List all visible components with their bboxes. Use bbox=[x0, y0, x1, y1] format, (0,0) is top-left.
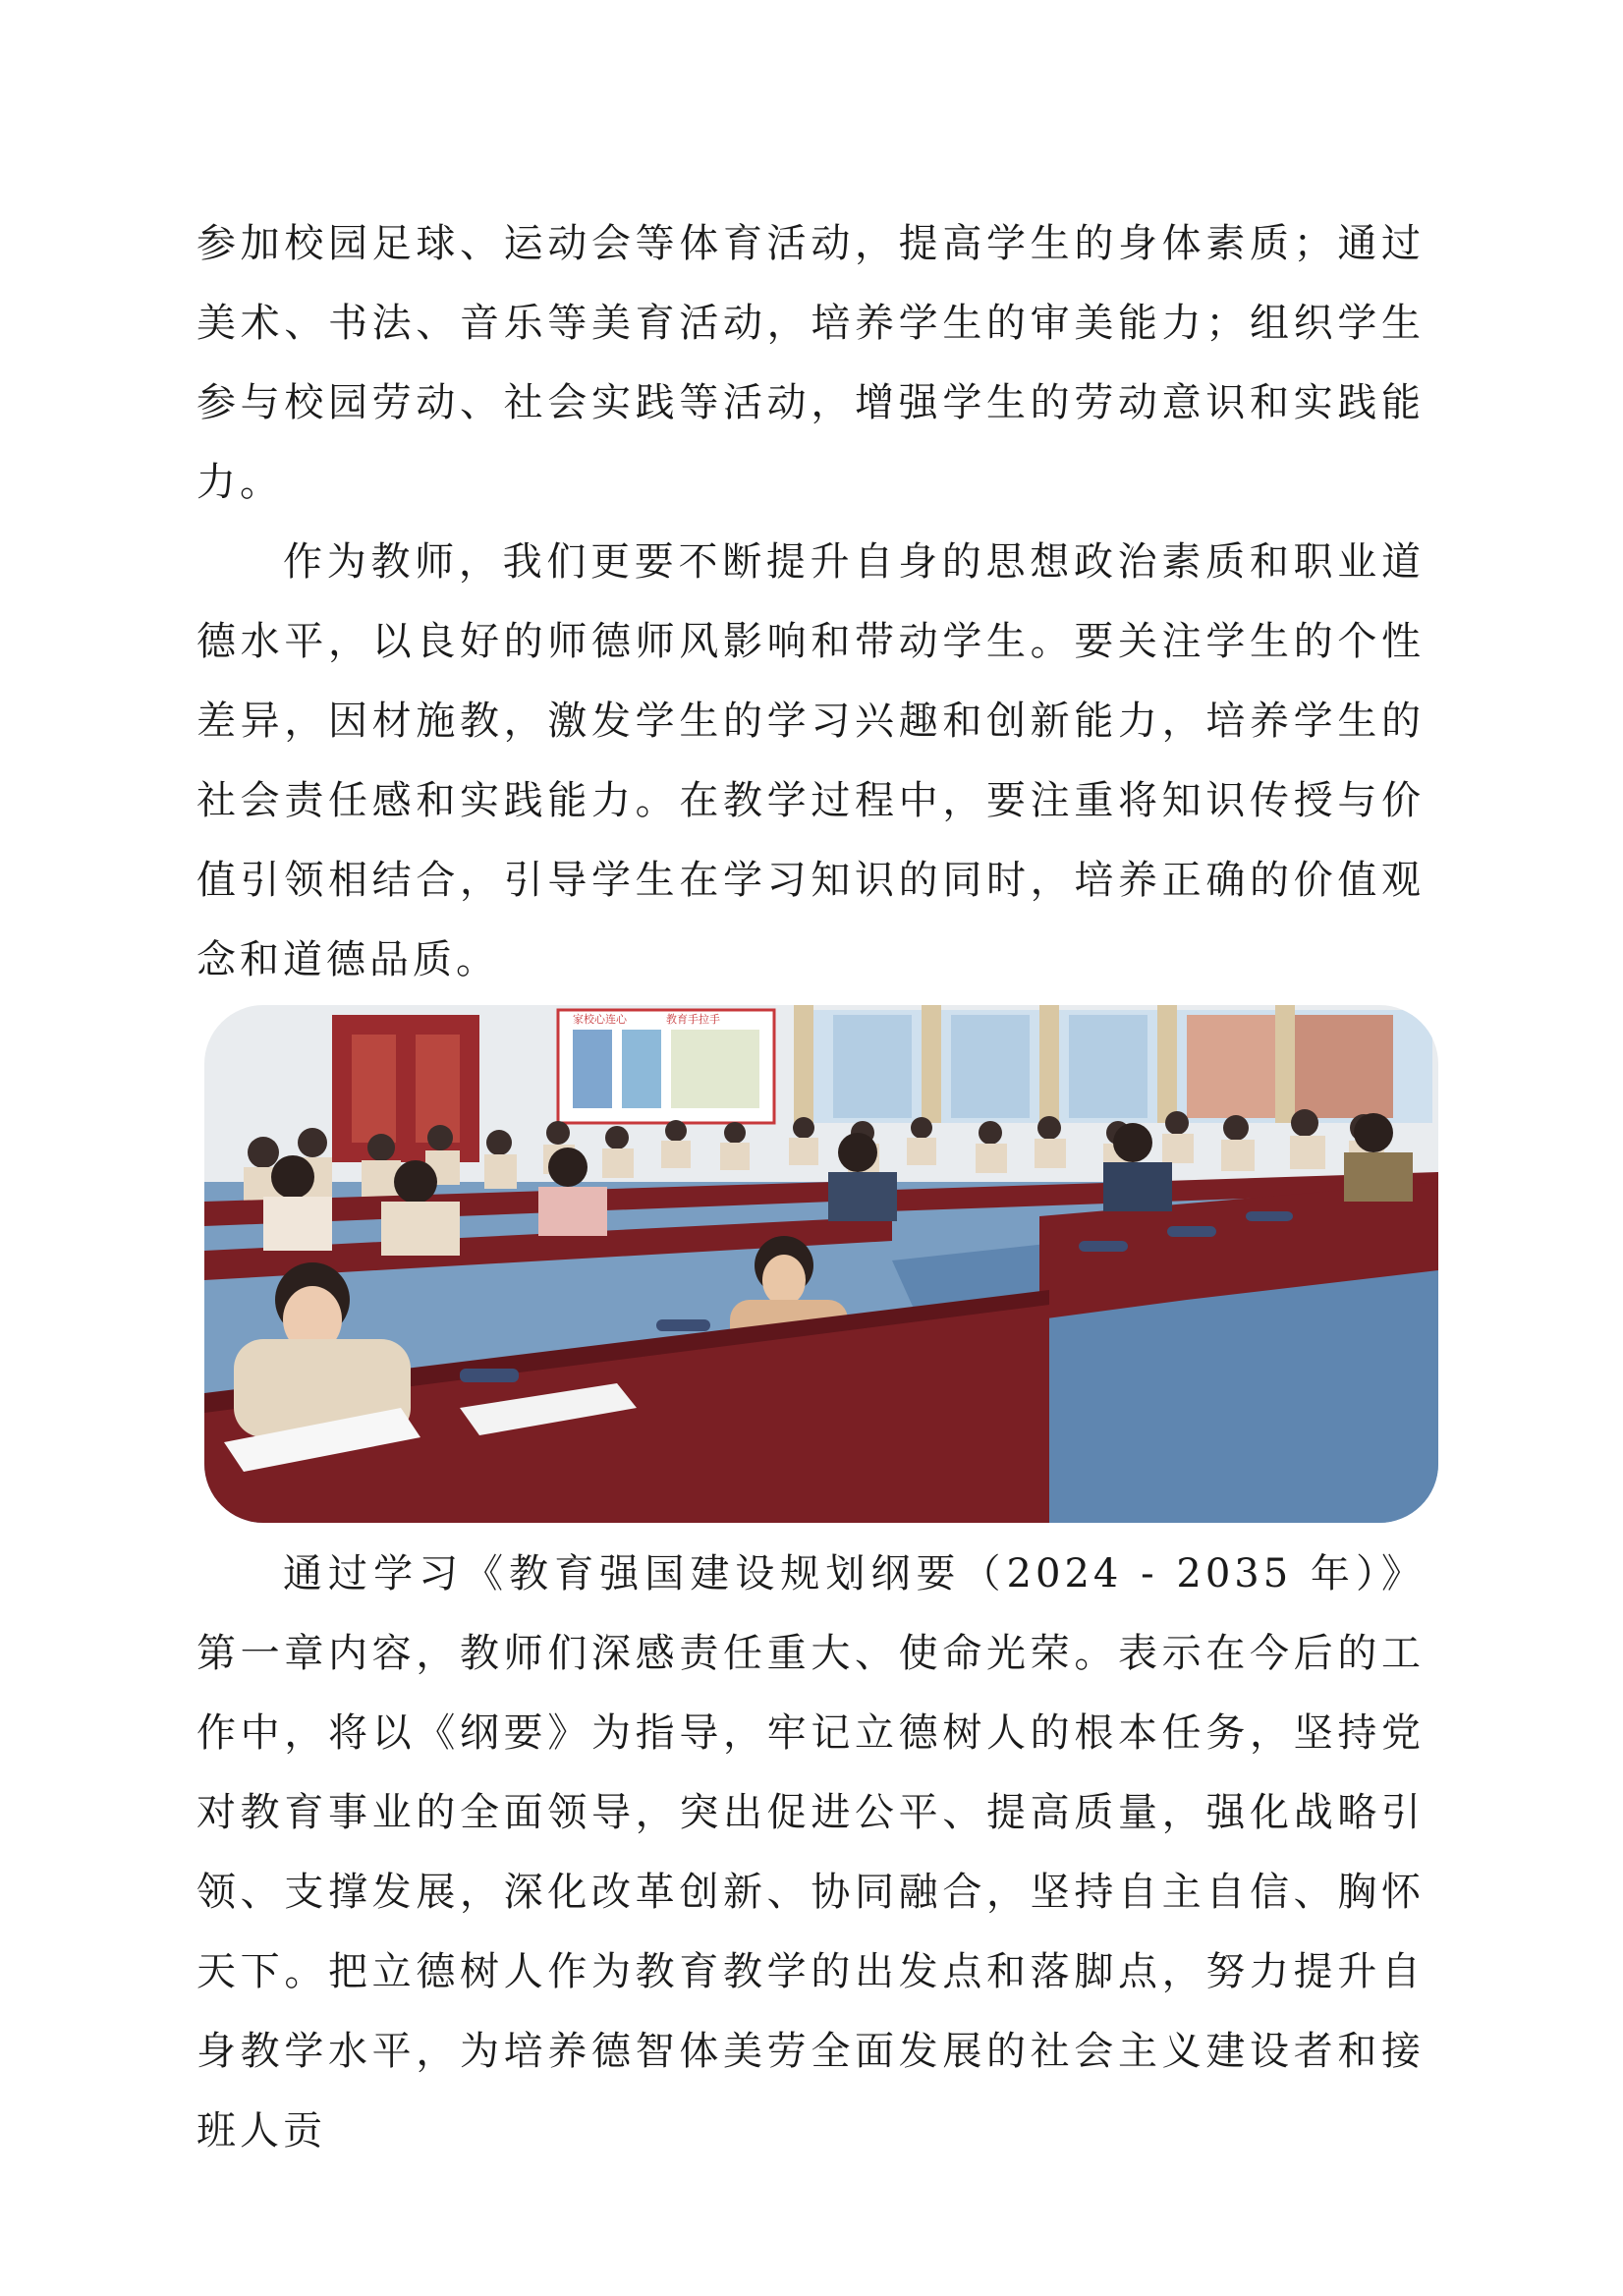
paragraph-teachers-role: 作为教师，我们更要不断提升自身的思想政治素质和职业道德水平，以良好的师德师风影响和带动学生。要关注学生的个性差异，因材施教，激发学生的学习兴趣和创新能力，培养学生的社会责任感和实践能力。在教学过程中，要注重将知识传授与价值引领相结合，引导学生在学习知识的同时，培养正确的价值观念和道德品质。 bbox=[196, 539, 1425, 982]
wall-banner-left: 家校心连心 bbox=[573, 1013, 627, 1026]
classroom-illustration bbox=[204, 1005, 1438, 1523]
bulletin-board bbox=[558, 1010, 774, 1123]
window-bank bbox=[794, 1005, 1432, 1123]
paragraph-study-outcome: 通过学习《教育强国建设规划纲要（2024 - 2035 年）》第一章内容，教师们深感责任重大、使命光荣。表示在今后的工作中，将以《纲要》为指导，牢记立德树人的根本任务，坚持党对教育事业的全面领导，突出促进公平、提高质量，强化战略引领、支撑发展，深化改革创新、协同融合，坚持自主自信、胸怀天下。把立德树人作为教育教学的出发点和落脚点，努力提升自身教学水平，为培养德智体美劳全面发展的社会主义建设者和接班人贡 bbox=[196, 1551, 1425, 2154]
classroom-study-photo bbox=[204, 1005, 1438, 1523]
paragraph-intro: 参加校园足球、运动会等体育活动，提高学生的身体素质；通过美术、书法、音乐等美育活动，培养学生的审美能力；组织学生参与校园劳动、社会实践等活动，增强学生的劳动意识和实践能力。 bbox=[196, 221, 1425, 505]
wall-banner-right: 教育手拉手 bbox=[666, 1013, 720, 1026]
